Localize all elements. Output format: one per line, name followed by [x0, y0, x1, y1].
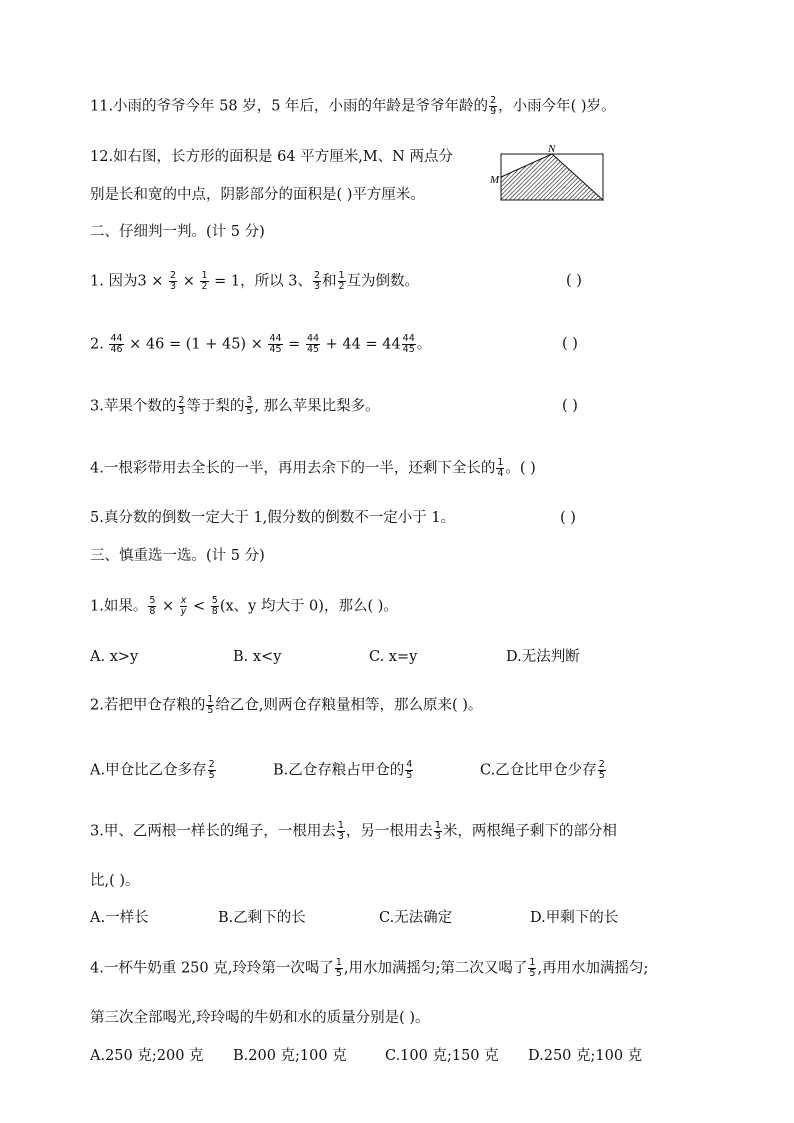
- fraction: $\frac{1}{3}$: [434, 820, 441, 842]
- option-c[interactable]: C.100 克;150 克: [385, 1048, 499, 1064]
- label-m: M: [490, 174, 500, 186]
- rectangle-figure: [488, 140, 608, 204]
- fraction: $\frac{1}{3}$: [337, 820, 344, 842]
- choice-question-4-line2: 第三次全部喝光,玲玲喝的牛奶和水的质量分别是( )。: [90, 1010, 430, 1026]
- choice-question-1: 1.如果。 $\frac{5}{8}$ × $\frac{x}{y}$ < $\frac{5}{8}$ (x、y 均大于 0)，那么( )。: [90, 595, 398, 617]
- fraction: $\frac{x}{y}$: [180, 595, 187, 617]
- fraction: $\frac{44}{45}$: [306, 333, 320, 355]
- fraction: $\frac{2}{3}$: [178, 395, 185, 417]
- fraction: $\frac{1}{5}$: [207, 694, 214, 716]
- option-b[interactable]: B.乙仓存粮占甲仓的 $\frac{4}{5}$: [273, 759, 413, 781]
- q11-text-post: ，小雨今年( )岁。: [498, 98, 616, 115]
- judge-item-2: 2. $\frac{44}{46}$ × 46 = (1 + 45) × $\frac{44}{45}$ = $\frac{44}{45}$ + 44 = 44 $\frac{44}{45}$ 。: [90, 333, 432, 355]
- fraction: $\frac{2}{5}$: [598, 759, 605, 781]
- choice-question-4: 4.一杯牛奶重 250 克,玲玲第一次喝了 $\frac{1}{5}$ ,用水加满摇匀;第二次又喝了 $\frac{1}{5}$ ,再用水加满摇匀;: [90, 957, 649, 979]
- q11-text-pre: 11.小雨的爷爷今年 58 岁，5 年后，小雨的年龄是爷爷年龄的: [90, 98, 489, 115]
- answer-blank-3[interactable]: ( ): [562, 398, 578, 414]
- option-a[interactable]: A. x>y: [90, 649, 139, 665]
- answer-blank-1[interactable]: ( ): [566, 273, 582, 289]
- answer-blank-5[interactable]: ( ): [560, 510, 576, 526]
- fraction: $\frac{2}{3}$: [313, 270, 320, 292]
- question-11: [90, 96, 616, 117]
- judge-item-3: 3.苹果个数的 $\frac{2}{3}$ 等于梨的 $\frac{3}{5}$ , 那么苹果比梨多。: [90, 395, 380, 417]
- question-12-line1: 12.如右图，长方形的面积是 64 平方厘米,M、N 两点分: [90, 149, 453, 165]
- q11-fraction: $\frac{2}{9}$: [490, 95, 497, 117]
- option-c[interactable]: C.无法确定: [379, 910, 453, 926]
- choice-question-2: 2.若把甲仓存粮的 $\frac{1}{5}$ 给乙仓,则两仓存粮量相等，那么原来( )。: [90, 694, 483, 716]
- choice-question-3: 3.甲、乙两根一样长的绳子，一根用去 $\frac{1}{3}$ ，另一根用去 $\frac{1}{3}$ 米，两根绳子剩下的部分相: [90, 820, 617, 842]
- fraction: $\frac{44}{46}$: [110, 333, 123, 355]
- label-n: N: [548, 143, 556, 155]
- judge-item-4: 4.一根彩带用去全长的一半，再用去余下的一半，还剩下全长的 $\frac{1}{4}$ 。( ): [90, 457, 536, 479]
- option-b[interactable]: B. x<y: [233, 649, 282, 665]
- judge-item-1: 1. 因为3 × $\frac{2}{3}$ × $\frac{1}{2}$ = 1，所以 3、 $\frac{2}{3}$ 和 $\frac{1}{2}$ 互为倒数。: [90, 270, 420, 292]
- fraction: $\frac{5}{8}$: [211, 595, 218, 617]
- fraction: $\frac{1}{5}$: [335, 957, 342, 979]
- option-d[interactable]: D.250 克;100 克: [528, 1048, 643, 1064]
- choice-question-3-line2: 比,( )。: [90, 873, 140, 889]
- fraction: $\frac{1}{2}$: [201, 270, 208, 292]
- option-d[interactable]: D.甲剩下的长: [530, 910, 619, 926]
- option-b[interactable]: B.乙剩下的长: [218, 910, 306, 926]
- option-c[interactable]: C.乙仓比甲仓少存 $\frac{2}{5}$: [480, 759, 605, 781]
- fraction: $\frac{1}{2}$: [338, 270, 345, 292]
- option-a[interactable]: A.250 克;200 克: [90, 1048, 204, 1064]
- option-b[interactable]: B.200 克;100 克: [233, 1048, 347, 1064]
- option-c[interactable]: C. x=y: [369, 649, 418, 665]
- option-a[interactable]: A.甲仓比乙仓多存 $\frac{2}{5}$: [90, 759, 215, 781]
- answer-blank-4[interactable]: 。( ): [505, 460, 536, 477]
- fraction: $\frac{2}{3}$: [170, 270, 177, 292]
- fraction: $\frac{5}{8}$: [149, 595, 156, 617]
- judge-item-5: 5.真分数的倒数一定大于 1,假分数的倒数不一定小于 1。: [90, 510, 456, 526]
- question-12-line2: 别是长和宽的中点，阴影部分的面积是( )平方厘米。: [90, 187, 425, 203]
- fraction: $\frac{4}{5}$: [406, 759, 413, 781]
- fraction: $\frac{3}{5}$: [246, 395, 253, 417]
- option-d[interactable]: D.无法判断: [506, 649, 580, 665]
- fraction: $\frac{1}{5}$: [529, 957, 536, 979]
- section-3-title: 三、慎重选一选。(计 5 分): [90, 548, 265, 564]
- fraction: $\frac{2}{5}$: [208, 759, 215, 781]
- fraction: $\frac{44}{45}$: [269, 333, 282, 355]
- option-a[interactable]: A.一样长: [90, 910, 149, 926]
- fraction: $\frac{1}{4}$: [497, 457, 504, 479]
- section-2-title: 二、仔细判一判。(计 5 分): [90, 224, 265, 240]
- answer-blank-2[interactable]: ( ): [562, 336, 578, 352]
- fraction: $\frac{44}{45}$: [402, 333, 415, 355]
